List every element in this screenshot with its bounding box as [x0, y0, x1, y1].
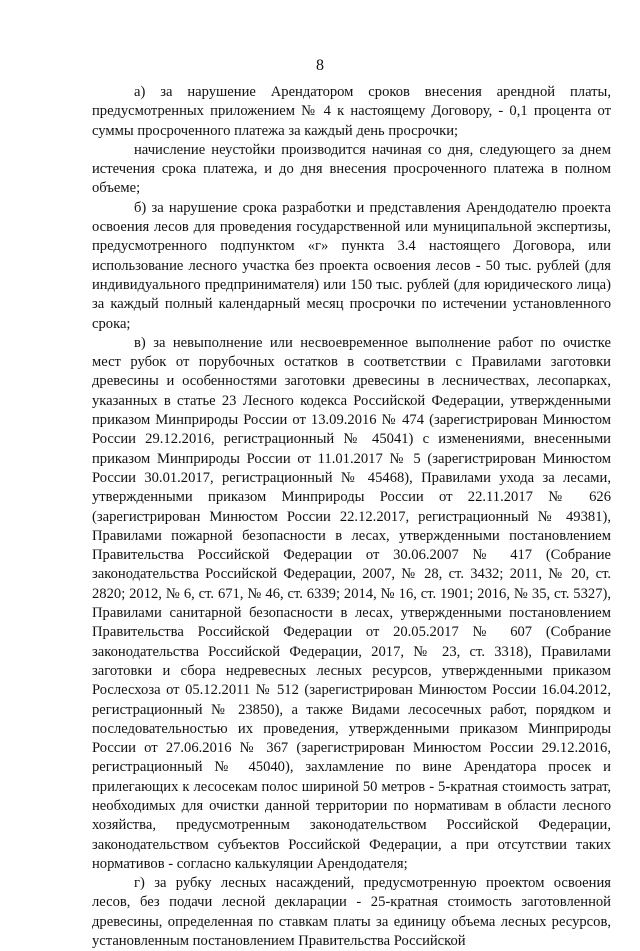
paragraph-g: г) за рубку лесных насаждений, предусмотренную проектом освоения лесов, без подачи лесной декларации - 25-кратная стоимость заготовленной древесины, определенная по ставкам платы за единицу объема лесных ресурсов, установленным постановлением Правительства Российской	[92, 875, 611, 950]
paragraph-a: а) за нарушение Арендатором сроков внесения арендной платы, предусмотренных приложением № 4 к настоящему Договору, - 0,1 процента от суммы просроченного платежа за каждый день просрочки;	[92, 84, 611, 139]
page-number: 8	[316, 57, 324, 74]
paragraph-b: б) за нарушение срока разработки и представления Арендодателю проекта освоения лесов для проведения государственной или муниципальной экспертизы, предусмотренного подпунктом «г» пункта 3.4 настоящего Договора, или использование лесного участка без проекта освоения лесов - 50 тыс. рублей (для индивидуального предпринимателя) или 150 тыс. рублей (для юридического лица) за каждый полный календарный месяц просрочки по истечении установленного срока;	[92, 199, 611, 332]
paragraph-penalty-accrual: начисление неустойки производится начиная со дня, следующего за днем истечения срока платежа, и до дня внесения просроченного платежа в полном объеме;	[92, 141, 611, 197]
document-body	[92, 83, 611, 951]
paragraph-v: в) за невыполнение или несвоевременное выполнение работ по очистке мест рубок от порубочных остатков в соответствии с Правилами заготовки древесины и особенностями заготовки древесины в лесничествах, лесопарках, указанных в статье 23 Лесного кодекса Российской Федерации, утвержденными приказом Минприроды России от 13.09.2016 № 474 (зарегистрирован Минюстом России 29.12.2016, регистрационный № 45041) с изменениями, внесенными приказом Минприроды России от 11.01.2017 № 5 (зарегистрирован Минюстом России 30.01.2017, регистрационный № 45468), Правилами ухода за лесами, утвержденными приказом Минприроды России от 22.11.2017 № 626 (зарегистрирован Минюстом России 22.12.2017, регистрационный № 49381), Правилами пожарной безопасности в лесах, утвержденными постановлением Правительства Российской Федерации от 30.06.2007 № 417 (Собрание законодательства Российской Федерации, 2007, № 28, ст. 3432; 2011, № 20, ст. 2820; 2012, № 6, ст. 671, № 46, ст. 6339; 2014, № 16, ст. 1901; 2016, № 35, ст. 5327), Правилами санитарной безопасности в лесах, утвержденными постановлением Правительства Российской Федерации от 20.05.2017 № 607 (Собрание законодательства Российской Федерации, 2017, № 23, ст. 3318), Правилами заготовки и сбора недревесных лесных ресурсов, утвержденными приказом Рослесхоза от 05.12.2011 № 512 (зарегистрирован Минюстом России 16.04.2012, регистрационный № 23850), а также Видами лесосечных работ, порядком и последовательностью их проведения, утвержденными приказом Минприроды России от 27.06.2016 № 367 (зарегистрирован Минюстом России 29.12.2016, регистрационный № 45040), захламление по вине Арендатора просек и прилегающих к лесосекам полос шириной 50 метров - 5-кратная стоимость затрат, необходимых для очистки данной территории по нормативам в области лесного хозяйства, предусмотренным законодательством Российской Федерации, законодательством субъектов Российской Федерации, а при отсутствии таких нормативов - согласно калькуляции Арендодателя;	[92, 334, 611, 872]
